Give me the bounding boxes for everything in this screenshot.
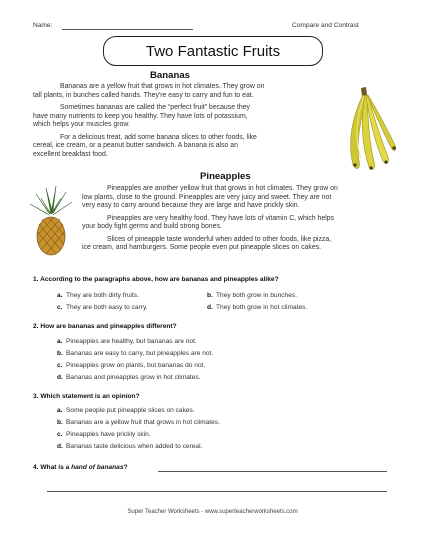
q3-option-c[interactable] bbox=[57, 431, 151, 438]
bananas-p3-line: cereal, ice cream, or a peanut butter sandwich. A banana is also an bbox=[33, 142, 238, 150]
pineapples-p3-line: Slices of pineapple taste wonderful when added to other foods, like pizza, bbox=[107, 235, 332, 243]
pineapples-p2-line: Pineapples are very healthy food. They have lots of vitamin C, which helps bbox=[107, 214, 335, 222]
option-letter: b. bbox=[57, 419, 63, 426]
pineapples-p2-line: your body fight germs and build strong bones. bbox=[82, 223, 222, 231]
banana-image bbox=[339, 85, 397, 173]
option-letter: a. bbox=[57, 292, 63, 299]
name-label: Name: bbox=[33, 22, 53, 29]
q1-option-a[interactable] bbox=[57, 292, 139, 299]
bananas-p2-line: Sometimes bananas are called the “perfect fruit” because they bbox=[60, 103, 250, 111]
q3-option-d[interactable] bbox=[57, 443, 202, 450]
q1-option-b[interactable] bbox=[207, 292, 297, 299]
answer-line-1[interactable] bbox=[158, 471, 387, 472]
pineapples-p1-line: Pineapples are another yellow fruit that grows in hot climates. They grow on bbox=[107, 185, 338, 192]
bananas-p3-line: For a delicious treat, add some banana slices to other foods, like bbox=[60, 133, 257, 141]
q2-option-d[interactable] bbox=[57, 374, 201, 381]
q1-option-c[interactable] bbox=[57, 304, 148, 311]
pineapple-image bbox=[28, 186, 74, 256]
q2-option-a[interactable] bbox=[57, 338, 197, 345]
option-letter: d. bbox=[207, 304, 213, 311]
option-letter: a. bbox=[57, 338, 63, 345]
option-text: Bananas are easy to carry, but pineapples are not. bbox=[66, 350, 214, 357]
question-4-prefix: 4. What is a bbox=[33, 464, 72, 471]
option-letter: d. bbox=[57, 374, 63, 381]
question-4-suffix: ? bbox=[123, 464, 128, 471]
option-text: Bananas taste delicious when added to cereal. bbox=[66, 443, 203, 450]
pineapples-heading: Pineapples bbox=[200, 171, 251, 182]
option-text: Pineapples grow on plants, but bananas do not. bbox=[66, 362, 206, 369]
option-text: They are both easy to carry. bbox=[66, 304, 148, 311]
option-text: Pineapples are healthy, but bananas are not. bbox=[66, 338, 197, 345]
option-text: They are both dirty fruits. bbox=[66, 292, 139, 299]
option-letter: d. bbox=[57, 443, 63, 450]
footer-credit: Super Teacher Worksheets - www.superteacherworksheets.com bbox=[127, 509, 298, 515]
option-letter: c. bbox=[57, 431, 63, 438]
pineapples-text bbox=[82, 185, 392, 253]
option-letter: c. bbox=[57, 304, 63, 311]
q1-option-d[interactable] bbox=[207, 304, 307, 311]
bananas-p3-line: excellent breakfast food. bbox=[33, 150, 108, 158]
name-input-line[interactable] bbox=[62, 29, 193, 30]
q2-option-c[interactable] bbox=[57, 362, 205, 369]
option-text: Some people put pineapple slices on cakes. bbox=[66, 407, 195, 414]
bananas-p2-line: have many nutrients to keep you healthy. They have lots of potassium, bbox=[33, 112, 248, 120]
option-letter: c. bbox=[57, 362, 63, 369]
bananas-p2-line: which helps your muscles grow. bbox=[33, 121, 130, 129]
option-text: They both grow in bunches. bbox=[216, 292, 298, 299]
option-text: Bananas are a yellow fruit that grows in hot climates. bbox=[66, 419, 220, 426]
option-letter: b. bbox=[207, 292, 213, 299]
option-text: Bananas and pineapples grow in hot climates. bbox=[66, 374, 201, 381]
option-letter: a. bbox=[57, 407, 63, 414]
q3-option-a[interactable] bbox=[57, 407, 195, 414]
pineapples-p1-line: very easy to carry around because they are large and have prickly skin. bbox=[82, 202, 300, 210]
bananas-text bbox=[33, 83, 333, 160]
question-4-emphasis: hand of bananas bbox=[71, 464, 124, 471]
pineapples-p3-line: ice cream, and hamburgers. Some people even put pineapple slices on cakes. bbox=[82, 244, 322, 252]
q2-option-b[interactable] bbox=[57, 350, 213, 357]
answer-line-2[interactable] bbox=[47, 491, 387, 492]
question-3: 3. Which statement is an opinion? bbox=[33, 393, 140, 400]
question-2: 2. How are bananas and pineapples different? bbox=[33, 323, 177, 330]
question-4 bbox=[33, 464, 128, 471]
page-title: Two Fantastic Fruits bbox=[103, 36, 323, 66]
bananas-heading: Bananas bbox=[150, 70, 190, 81]
question-1: 1. According to the paragraphs above, how are bananas and pineapples alike? bbox=[33, 276, 279, 283]
option-text: They both grow in hot climates. bbox=[216, 304, 308, 311]
bananas-p1-line: tall plants, in bunches called hands. They're easy to carry and fun to eat. bbox=[33, 91, 254, 99]
option-text: Pineapples have prickly skin. bbox=[66, 431, 151, 438]
option-letter: b. bbox=[57, 350, 63, 357]
bananas-p1-line: Bananas are a yellow fruit that grows in hot climates. They grow on bbox=[60, 83, 265, 90]
worksheet-type: Compare and Contrast bbox=[292, 22, 359, 29]
q3-option-b[interactable] bbox=[57, 419, 220, 426]
pineapples-p1-line: low plants, close to the ground. Pineapples are very juicy and sweet. They are not bbox=[82, 193, 332, 201]
